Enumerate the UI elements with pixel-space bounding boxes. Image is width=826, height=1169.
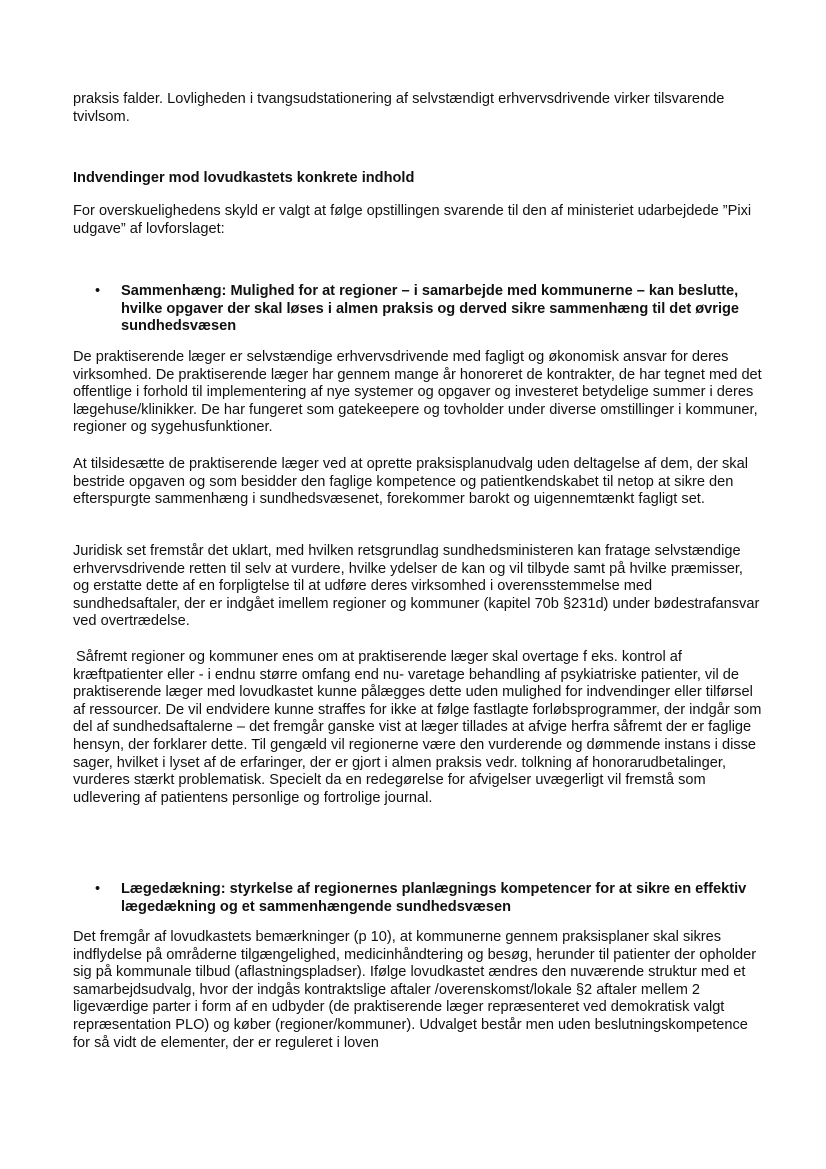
- paragraph-juridisk: Juridisk set fremstår det uklart, med hvilken retsgrundlag sundhedsministeren kan fratage selvstændige erhvervsdrivende retten til selv at vurdere, hvilke ydelser de kan og vil tilbyde samt på hvilke præmisser, og erstatte dette af en forpligtelse til at udføre deres virksomhed i overensstemmelse med sundhedsaftaler, der er indgået imellem regioner og kommuner (kapitel 70b §231d) under bødestrafansvar ved overtrædelse.: [73, 543, 760, 630]
- paragraph-lovudkastets-bemaerkninger: Det fremgår af lovudkastets bemærkninger (p 10), at kommunerne gennem praksisplaner skal sikres indflydelse på områderne tilgængelighed, medicinhåndtering og besøg, herunder til patienter der opholder sig på kommunale tilbud (aflastningspladser). Ifølge lovudkastet ændres den nuværende struktur med et samarbejdsudvalg, hvor der indgås kontraktslige aftaler /overenskomst/lokale §2 aftaler mellem 2 ligeværdige parter i form af en udbyder (de praktiserende læger repræsenteret ved demokratisk valgt repræsentation PLO) og køber (regioner/kommuner). Udvalget består men uden beslutningskompetence for så vidt de elementer, der er reguleret i loven: [73, 929, 757, 1051]
- paragraph-selvstaendige: De praktiserende læger er selvstændige erhvervsdrivende med fagligt og økonomisk ansvar for deres virksomhed. De praktiserende læger har gennem mange år honoreret de kontrakter, de har tegnet med det offentlige i forhold til implementering af nye systemer og opgaver og investeret betydelige summer i deres lægehuse/klinikker. De har fungeret som gatekeepere og tovholder under diverse omstillinger i kommuner, regioner og sygehusfunktioner.: [73, 349, 762, 436]
- section-heading: Indvendinger mod lovudkastets konkrete indhold: [73, 170, 415, 186]
- bullet-point-icon: •: [95, 283, 101, 299]
- paragraph-saafremt: Såfremt regioner og kommuner enes om at praktiserende læger skal overtage f eks. kontrol af kræftpatienter eller - i endnu større omfang end nu- varetage behandling af psykiatriske patienter, vil de praktiserende læger med lovudkastet kunne pålægges dette uden mulighed for indvendinger eller tilførsel af ressourcer. De vil endvidere kunne straffes for ikke at følge fastlagte forløbsprogrammer, der indgår som del af sundhedsaftalerne – det fremgår ganske vist at læger tillades at afvige herfra såfremt der er faglige hensyn, der forklarer dette. Til gengæld vil regionerne være den vurderende og dømmende instans i disse sager, hvilket i lyset af de erfaringer, der er gjort i almen praksis vedr. tolkning af honorarudbetalinger, vurderes stærkt problematisk. Specielt da en redegørelse for afvigelser uvægerligt vil fremstå som udlevering af patientens personlige og fortrolige journal.: [73, 649, 762, 806]
- bullet-point-icon: •: [95, 881, 101, 897]
- paragraph-tilsidesaette: At tilsidesætte de praktiserende læger ved at oprette praksisplanudvalg uden deltagelse af dem, der skal bestride opgaven og som besidder den faglige kompetence og patientkendskabet til netop at sikre den efterspurgte sammenhæng i sundhedsvæsenet, forekommer barokt og uigennemtænkt fagligt set.: [73, 456, 748, 508]
- intro-paragraph: praksis falder. Lovligheden i tvangsudstationering af selvstændigt erhvervsdrivende virker tilsvarende tvivlsom.: [73, 91, 725, 125]
- bullet-title-laegedaekning: Lægedækning: styrkelse af regionernes planlægnings kompetencer for at sikre en effektiv lægedækning og et sammenhængende sundhedsvæsen: [121, 881, 747, 915]
- bullet-title-sammenhaeng: Sammenhæng: Mulighed for at regioner – i samarbejde med kommunerne – kan beslutte, hvilke opgaver der skal løses i almen praksis og derved sikre sammenhæng til det øvrige sundhedsvæsen: [121, 283, 740, 335]
- section-intro-paragraph: For overskuelighedens skyld er valgt at følge opstillingen svarende til den af ministeriet udarbejdede ”Pixi udgave” af lovforslaget:: [73, 203, 752, 237]
